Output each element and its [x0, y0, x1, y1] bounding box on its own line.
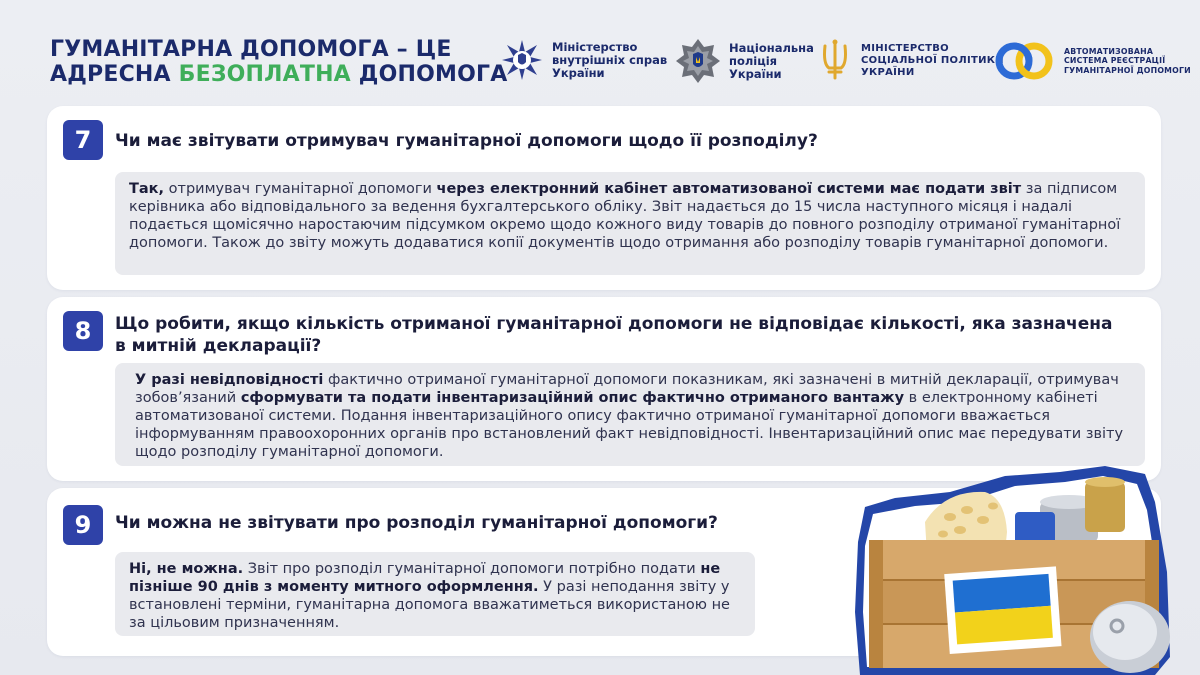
question-number-badge: 8	[63, 311, 103, 351]
title-part-c: ДОПОМОГА	[350, 62, 508, 87]
answer-bold: Так,	[129, 181, 165, 197]
answer-bold: не пізніше 90 днів з моменту митного оформлення.	[129, 561, 721, 595]
logo-mvs	[500, 38, 667, 82]
answer-segment: Звіт про розподіл гуманітарної допомоги потрібно подати	[243, 561, 701, 577]
answer-segment: отримувач гуманітарної допомоги	[164, 181, 437, 197]
answer-bold: Ні, не можна.	[129, 561, 244, 577]
answer-segment: У разі неподання звіту у встановлені терміни, гуманітарна допомога вважатиметься використаною не за цільовим призначенням.	[129, 579, 730, 631]
logo-automated-registration-system	[992, 38, 1191, 84]
answer-bold: У разі невідповідності	[135, 372, 324, 388]
ais-line-2: СИСТЕМА РЕЄСТРАЦІЇ	[1064, 56, 1166, 66]
answer-text	[115, 552, 755, 636]
question-text: Що робити, якщо кількість отриманої гуманітарної допомоги не відповідає кількості, яка зазначена в митній декларації?	[115, 314, 1113, 356]
question-text: Чи має звітувати отримувач гуманітарної допомоги щодо її розподілу?	[115, 131, 818, 151]
logo-ministry-social-policy	[817, 38, 1004, 84]
mvs-line-2: внутрішніх справ	[552, 52, 668, 67]
mvs-line-3: України	[552, 65, 605, 80]
np-line-1: Національна	[729, 40, 814, 55]
title-highlight: БЕЗОПЛАТНА	[178, 62, 351, 87]
question-number-badge: 9	[63, 505, 103, 545]
answer-text	[115, 172, 1145, 275]
title-part-a: АДРЕСНА	[50, 62, 179, 87]
faq-card-7	[47, 106, 1161, 290]
page-title	[50, 37, 507, 87]
trident-icon	[817, 38, 853, 84]
logo-national-police	[675, 38, 814, 84]
msp-line-3: УКРАЇНИ	[861, 67, 915, 78]
answer-bold: через електронний кабінет автоматизованої системи має подати звіт	[436, 181, 1022, 197]
answer-segment: в електронному кабінеті автоматизованої системи. Подання інвентаризаційного опису фактично отриманої гуманітарної допомоги вважається інформуванням правоохоронних органів про встановлений факт невідповідності. Інвентаризаційний опис має передувати звіту щодо розподілу гуманітарної допомоги.	[135, 390, 1124, 460]
question-text: Чи можна не звітувати про розподіл гуманітарної допомоги?	[115, 513, 718, 533]
answer-text	[115, 363, 1145, 466]
answer-segment: фактично отриманої гуманітарної допомоги показникам, які зазначені в митній декларації, отримувач зобов’язаний	[135, 372, 1119, 406]
msp-line-2: СОЦІАЛЬНОЇ ПОЛІТИКИ	[861, 55, 1004, 66]
mvs-line-1: Міністерство	[552, 39, 638, 54]
np-line-3: України	[729, 66, 782, 81]
police-emblem-icon	[675, 38, 721, 84]
answer-segment: за підписом керівника або відповідального за ведення бухгалтерського обліку. Звіт надається до 15 числа наступного місяця і надалі подається щомісячно наростаючим підсумком окремо щодо кожного виду товарів до повного розподілу отриманої гуманітарної допомоги. Також до звіту можуть додаватися копії документів щодо отримання або розподілу товарів гуманітарної допомоги.	[129, 181, 1121, 251]
faq-card-8	[47, 297, 1161, 481]
title-line-2	[50, 62, 507, 87]
ais-line-1: АВТОМАТИЗОВАНА	[1064, 46, 1154, 56]
question-number-badge: 7	[63, 120, 103, 160]
ais-line-3: ГУМАНІТАРНОЇ ДОПОМОГИ	[1064, 65, 1191, 75]
ais-rings-icon	[992, 38, 1056, 84]
answer-bold: сформувати та подати інвентаризаційний опис фактично отриманого вантажу	[240, 390, 905, 406]
msp-line-1: МІНІСТЕРСТВО	[861, 43, 949, 54]
humanitarian-box-illustration	[855, 462, 1175, 675]
title-line-1: ГУМАНІТАРНА ДОПОМОГА – ЦЕ	[50, 37, 452, 62]
np-line-2: поліція	[729, 53, 778, 68]
mvs-emblem-icon	[500, 38, 544, 82]
